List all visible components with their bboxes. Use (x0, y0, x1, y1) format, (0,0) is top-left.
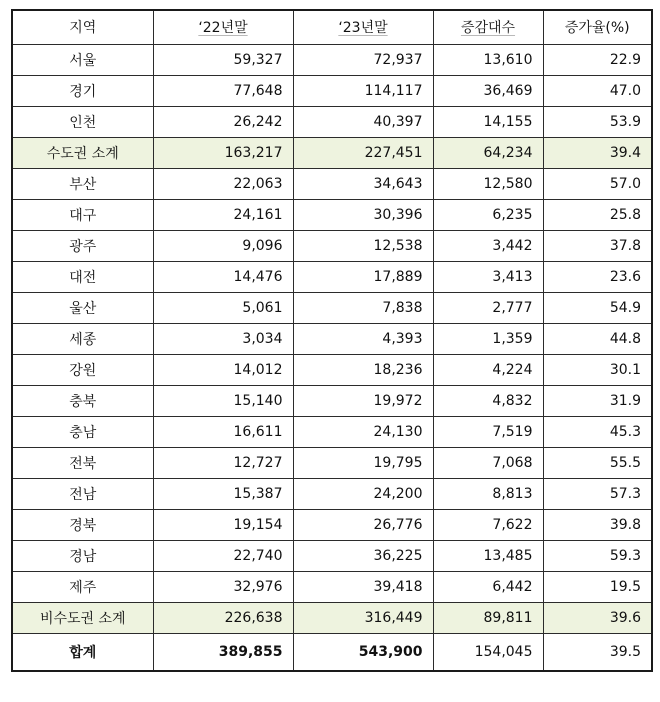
value-2022-cell: 19,154 (153, 509, 293, 540)
table-row (12, 447, 652, 478)
table-row (12, 416, 652, 447)
value-2022-cell: 3,034 (153, 323, 293, 354)
header-growth-rate: 증가율(%) (543, 10, 652, 44)
table-row (12, 478, 652, 509)
growth-rate-cell: 45.3 (543, 416, 652, 447)
value-2022-cell: 16,611 (153, 416, 293, 447)
table-row (12, 509, 652, 540)
growth-rate-cell: 57.3 (543, 478, 652, 509)
header-row (12, 10, 652, 44)
region-cell: 광주 (12, 230, 153, 261)
value-2023-cell: 543,900 (293, 633, 433, 671)
registration-table (11, 9, 653, 672)
subtotal-row (12, 602, 652, 633)
region-cell: 전북 (12, 447, 153, 478)
change-count-cell: 4,832 (433, 385, 543, 416)
table-row (12, 385, 652, 416)
growth-rate-cell: 30.1 (543, 354, 652, 385)
value-2023-cell: 24,200 (293, 478, 433, 509)
change-count-cell: 4,224 (433, 354, 543, 385)
value-2023-cell: 30,396 (293, 199, 433, 230)
subtotal-row (12, 137, 652, 168)
value-2023-cell: 227,451 (293, 137, 433, 168)
change-count-cell: 89,811 (433, 602, 543, 633)
region-cell: 충남 (12, 416, 153, 447)
growth-rate-cell: 55.5 (543, 447, 652, 478)
change-count-cell: 13,610 (433, 44, 543, 75)
growth-rate-cell: 22.9 (543, 44, 652, 75)
region-cell: 비수도권 소계 (12, 602, 153, 633)
region-cell: 경기 (12, 75, 153, 106)
growth-rate-cell: 39.5 (543, 633, 652, 671)
change-count-cell: 64,234 (433, 137, 543, 168)
table-row (12, 571, 652, 602)
value-2023-cell: 24,130 (293, 416, 433, 447)
table-row (12, 323, 652, 354)
value-2023-cell: 40,397 (293, 106, 433, 137)
header-2022-end: ‘22년말 (153, 10, 293, 44)
value-2022-cell: 9,096 (153, 230, 293, 261)
value-2022-cell: 15,387 (153, 478, 293, 509)
change-count-cell: 14,155 (433, 106, 543, 137)
region-cell: 대구 (12, 199, 153, 230)
value-2022-cell: 26,242 (153, 106, 293, 137)
value-2023-cell: 72,937 (293, 44, 433, 75)
value-2022-cell: 77,648 (153, 75, 293, 106)
change-count-cell: 3,413 (433, 261, 543, 292)
change-count-cell: 7,068 (433, 447, 543, 478)
header-2023-end: ‘23년말 (293, 10, 433, 44)
value-2022-cell: 12,727 (153, 447, 293, 478)
change-count-cell: 6,442 (433, 571, 543, 602)
growth-rate-cell: 19.5 (543, 571, 652, 602)
table-row (12, 292, 652, 323)
value-2022-cell: 22,063 (153, 168, 293, 199)
value-2022-cell: 14,012 (153, 354, 293, 385)
growth-rate-cell: 47.0 (543, 75, 652, 106)
region-cell: 수도권 소계 (12, 137, 153, 168)
table-body (12, 44, 652, 671)
growth-rate-cell: 31.9 (543, 385, 652, 416)
table-row (12, 354, 652, 385)
value-2023-cell: 4,393 (293, 323, 433, 354)
change-count-cell: 12,580 (433, 168, 543, 199)
value-2023-cell: 316,449 (293, 602, 433, 633)
value-2023-cell: 19,795 (293, 447, 433, 478)
change-count-cell: 6,235 (433, 199, 543, 230)
region-cell: 합계 (12, 633, 153, 671)
table-row (12, 168, 652, 199)
region-cell: 울산 (12, 292, 153, 323)
value-2023-cell: 39,418 (293, 571, 433, 602)
value-2022-cell: 24,161 (153, 199, 293, 230)
value-2023-cell: 12,538 (293, 230, 433, 261)
region-cell: 서울 (12, 44, 153, 75)
growth-rate-cell: 59.3 (543, 540, 652, 571)
region-cell: 충북 (12, 385, 153, 416)
table-container (11, 9, 653, 672)
value-2022-cell: 389,855 (153, 633, 293, 671)
table-row (12, 230, 652, 261)
change-count-cell: 154,045 (433, 633, 543, 671)
table-row (12, 75, 652, 106)
change-count-cell: 8,813 (433, 478, 543, 509)
region-cell: 제주 (12, 571, 153, 602)
change-count-cell: 7,622 (433, 509, 543, 540)
growth-rate-cell: 37.8 (543, 230, 652, 261)
value-2023-cell: 7,838 (293, 292, 433, 323)
value-2022-cell: 15,140 (153, 385, 293, 416)
value-2022-cell: 22,740 (153, 540, 293, 571)
table-row (12, 199, 652, 230)
table-row (12, 106, 652, 137)
region-cell: 강원 (12, 354, 153, 385)
value-2022-cell: 163,217 (153, 137, 293, 168)
growth-rate-cell: 39.4 (543, 137, 652, 168)
growth-rate-cell: 39.8 (543, 509, 652, 540)
change-count-cell: 13,485 (433, 540, 543, 571)
growth-rate-cell: 39.6 (543, 602, 652, 633)
value-2023-cell: 36,225 (293, 540, 433, 571)
region-cell: 대전 (12, 261, 153, 292)
value-2023-cell: 34,643 (293, 168, 433, 199)
value-2023-cell: 26,776 (293, 509, 433, 540)
header-region: 지역 (12, 10, 153, 44)
region-cell: 전남 (12, 478, 153, 509)
growth-rate-cell: 53.9 (543, 106, 652, 137)
table-row (12, 44, 652, 75)
growth-rate-cell: 25.8 (543, 199, 652, 230)
region-cell: 세종 (12, 323, 153, 354)
value-2022-cell: 226,638 (153, 602, 293, 633)
value-2023-cell: 114,117 (293, 75, 433, 106)
region-cell: 경북 (12, 509, 153, 540)
table-row (12, 261, 652, 292)
region-cell: 경남 (12, 540, 153, 571)
change-count-cell: 36,469 (433, 75, 543, 106)
change-count-cell: 7,519 (433, 416, 543, 447)
change-count-cell: 2,777 (433, 292, 543, 323)
value-2023-cell: 17,889 (293, 261, 433, 292)
change-count-cell: 3,442 (433, 230, 543, 261)
value-2023-cell: 19,972 (293, 385, 433, 416)
value-2022-cell: 59,327 (153, 44, 293, 75)
change-count-cell: 1,359 (433, 323, 543, 354)
region-cell: 부산 (12, 168, 153, 199)
growth-rate-cell: 57.0 (543, 168, 652, 199)
value-2022-cell: 5,061 (153, 292, 293, 323)
table-row (12, 540, 652, 571)
header-change-count: 증감대수 (433, 10, 543, 44)
total-row (12, 633, 652, 671)
growth-rate-cell: 23.6 (543, 261, 652, 292)
value-2022-cell: 14,476 (153, 261, 293, 292)
value-2022-cell: 32,976 (153, 571, 293, 602)
region-cell: 인천 (12, 106, 153, 137)
growth-rate-cell: 44.8 (543, 323, 652, 354)
growth-rate-cell: 54.9 (543, 292, 652, 323)
value-2023-cell: 18,236 (293, 354, 433, 385)
